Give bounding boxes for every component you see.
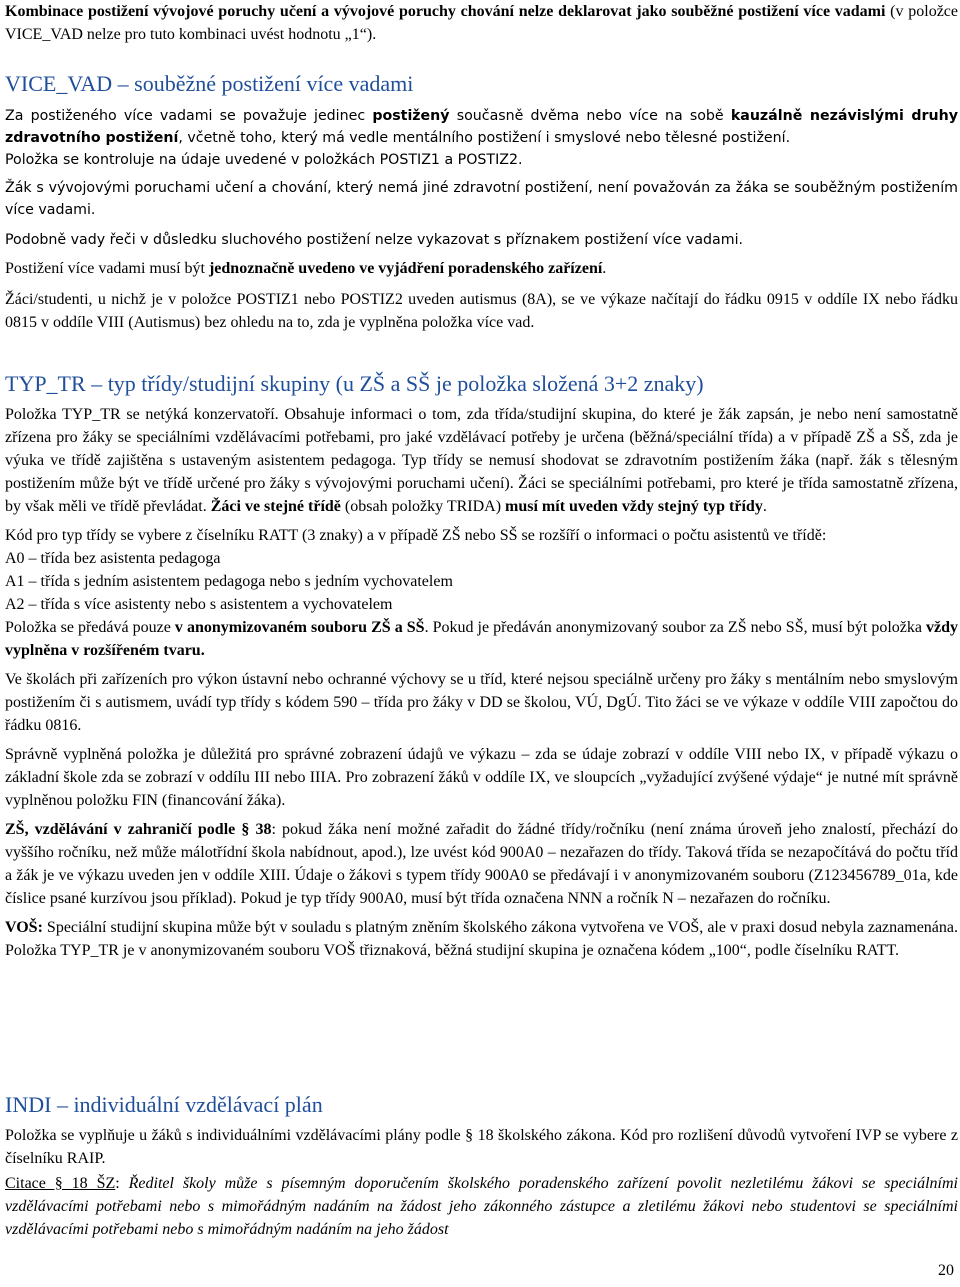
tr-p3-c: . Pokud je předáván anonymizovaný soubor za ZŠ nebo SŠ, musí být položka — [424, 619, 927, 636]
tr-p1-a: Položka TYP_TR se netýká konzervatoří. Obsahuje informaci o tom, zda třída/studijní skupina, do které je žák zapsán, je nebo není samostatně zřízena pro žáky se speciálními vzdělávacími potřebami, pro jaké vzdělávací potřeby je určena (běžná/speciální třída) a v případě ZŠ a SŠ, zda je výuka ve třídě zajištěna s ustaveným asistentem pedagoga. Typ třídy se nemusí shodovat se zdravotním postižením žáka (např. žák s tělesným postižením může být ve třídě určené pro žáky s vývojovými poruchami učení). Žáci se speciálními potřebami, pro které je třída samostatně zřízena, by však měli ve třídě převládat. — [5, 406, 958, 515]
tr-list-a1: A1 – třída s jedním asistentem pedagoga nebo s jedním vychovatelem — [5, 573, 453, 590]
heading-vice-vad-code: VICE_VAD — [5, 71, 113, 96]
intro-paragraph — [5, 0, 958, 46]
tr-paragraph-4: Ve školách při zařízeních pro výkon ústavní nebo ochranné výchovy se u tříd, které nejsou speciálně určeny pro žáky s mentálním nebo smyslovým postižením či s autismem, uvádí typ třídy s kódem 590 – třída pro žáky v DD se školou, VÚ, DgÚ. Tito žáci se ve výkaze v oddíle VIII započtou do řádku 0816. — [5, 671, 958, 734]
tr-p7-a: VOŠ: — [5, 919, 43, 936]
heading-typ-tr — [5, 372, 958, 395]
vad-paragraph-6: Žáci/studenti, u nichž je v položce POSTIZ1 nebo POSTIZ2 uveden autismus (8A), se ve výkaze načítají do řádku 0915 v oddíle IX nebo řádku 0815 v oddíle VIII (Autismus) bez ohledu na to, zda je vyplněna položka více vad. — [5, 291, 958, 331]
tr-paragraph-6 — [5, 818, 958, 910]
vad-p5-c: . — [602, 260, 607, 277]
vad-paragraph-4: Podobně vady řeči v důsledku sluchového postižení nelze vykazovat s příznakem postižení více vadami. — [5, 232, 744, 248]
vad-p1-e: , včetně toho, který má vedle mentálního postižení i smyslové nebo tělesné postižení. — [178, 130, 791, 146]
vad-p5-a: Postižení více vadami musí být — [5, 260, 209, 277]
tr-p6-a: ZŠ, vzdělávání v zahraničí podle § 38 — [5, 821, 272, 838]
tr-p1-e: . — [762, 498, 767, 515]
tr-p1-b: Žáci ve stejné třídě — [210, 498, 341, 515]
vad-p1-d: kauzálně nezávislými druhy zdravotního postižení — [5, 108, 959, 146]
citation-colon: : — [115, 1175, 129, 1192]
tr-paragraph-1 — [5, 403, 958, 518]
tr-paragraph-7 — [5, 916, 958, 962]
vad-p5-b: jednoznačně uvedeno ve vyjádření poradenského zařízení — [208, 260, 603, 277]
heading-vice-vad-desc: – souběžné postižení více vadami — [112, 71, 414, 96]
heading-vice-vad — [5, 72, 958, 95]
section-indi — [5, 1093, 958, 1247]
vad-p1-c: současně dvěma nebo více na sobě — [449, 108, 731, 124]
heading-typ-tr-desc: – typ třídy/studijní skupiny (u ZŠ a SŠ je položka složená 3+2 znaky) — [85, 371, 704, 396]
vad-p1-b: postižený — [372, 108, 450, 124]
vad-p1-a: Za postiženého více vadami se považuje jedinec — [5, 108, 373, 124]
tr-p3-a: Položka se předává pouze — [5, 619, 175, 636]
tr-paragraph-3 — [5, 616, 958, 662]
heading-indi — [5, 1093, 958, 1116]
heading-indi-desc: – individuální vzdělávací plán — [51, 1092, 323, 1117]
heading-indi-code: INDI — [5, 1092, 52, 1117]
tr-list-a0: A0 – třída bez asistenta pedagoga — [5, 550, 221, 567]
tr-paragraph-5: Správně vyplněná položka je důležitá pro správné zobrazení údajů ve výkazu – zda se údaje zobrazí v oddíle VIII nebo IX, v případě výkazu o základní škole zda se zobrazí v oddílu III nebo IIIA. Pro zobrazení žáků v oddíle IX, ve sloupcích „vyžadující zvýšené výdaje“ je nutné mít správně vyplněnou položku FIN (financování žáka). — [5, 746, 958, 809]
tr-p3-d: vždy vyplněna v rozšířeném tvaru. — [5, 619, 959, 659]
tr-p3-b: v anonymizovaném souboru ZŠ a SŠ — [174, 619, 425, 636]
vad-paragraph-1 — [5, 105, 958, 149]
vad-paragraph-2: Položka se kontroluje na údaje uvedené v položkách POSTIZ1 a POSTIZ2. — [5, 152, 523, 168]
section-vice-vad — [5, 72, 958, 340]
vad-paragraph-3: Žák s vývojovými poruchami učení a chování, který nemá jiné zdravotní postižení, není považován za žáka se souběžným postižením více vadami. — [5, 180, 958, 218]
citation-text: Ředitel školy může s písemným doporučením školského poradenského zařízení povolit nezletilému žákovi se speciálními vzdělávacími potřebami nebo s mimořádným nadáním na žádost jeho zákonného zástupce a zletilému žákovi nebo studentovi se speciálními vzdělávacími potřebami nebo s mimořádným nadáním na jeho žádost — [5, 1175, 958, 1238]
intro-rest: (v položce VICE_VAD nelze pro tuto kombinaci uvést hodnotu „1“). — [5, 3, 958, 43]
intro-bold: Kombinace postižení vývojové poruchy učení a vývojové poruchy chování nelze deklarovat jako souběžné postižení více vadami — [5, 3, 886, 20]
document-page — [5, 0, 959, 1238]
tr-p1-d: musí mít uveden vždy stejný typ třídy — [505, 498, 763, 515]
indi-citation — [5, 1172, 958, 1241]
heading-typ-tr-code: TYP_TR — [5, 371, 86, 396]
tr-p1-c: (obsah položky TRIDA) — [340, 498, 506, 515]
tr-p7-b: Speciální studijní skupina může být v souladu s platným zněním školského zákona vytvořena ve VOŠ, ale v praxi dosud nebyla zaznamenána. Položka TYP_TR je v anonymizovaném souboru VOŠ třiznaková, běžná studijní skupina je označena kódem „100“, podle číselníku RATT. — [5, 919, 958, 959]
tr-list-a2: A2 – třída s více asistenty nebo s asistentem a vychovatelem — [5, 596, 393, 613]
tr-p6-b: : pokud žáka není možné zařadit do žádné třídy/ročníku (není známa úroveň jeho znalostí, přechází do vyššího ročníku, než může málotřídní škola nabídnout, apod.), lze uvést kód 900A0 – nezařazen do třídy. Taková třída se nezapočítává do počtu tříd a žák je ve výkazu uveden jen v oddíle XIII. Údaje o žákovi s typem třídy 900A0 se předávají i v anonymizovaném souboru (Z123456789_01a, kde číslice psané kurzívou jsou příklad). Pokud je typ třídy 900A0, musí být třída označena NNN a ročník N – nezařazen do ročníku. — [5, 821, 959, 907]
vad-paragraph-5 — [5, 257, 958, 280]
section-typ-tr — [5, 372, 958, 968]
page-number: 20 — [938, 1262, 954, 1279]
citation-label: Citace § 18 ŠZ — [5, 1175, 116, 1192]
indi-paragraph-1: Položka se vyplňuje u žáků s individuálními vzdělávacími plány podle § 18 školského zákona. Kód pro rozlišení důvodů vytvoření IVP se vybere z číselníku RAIP. — [5, 1127, 958, 1167]
tr-paragraph-2: Kód pro typ třídy se vybere z číselníku RATT (3 znaky) a v případě ZŠ nebo SŠ se rozšíří o informaci o počtu asistentů ve třídě: — [5, 527, 827, 544]
